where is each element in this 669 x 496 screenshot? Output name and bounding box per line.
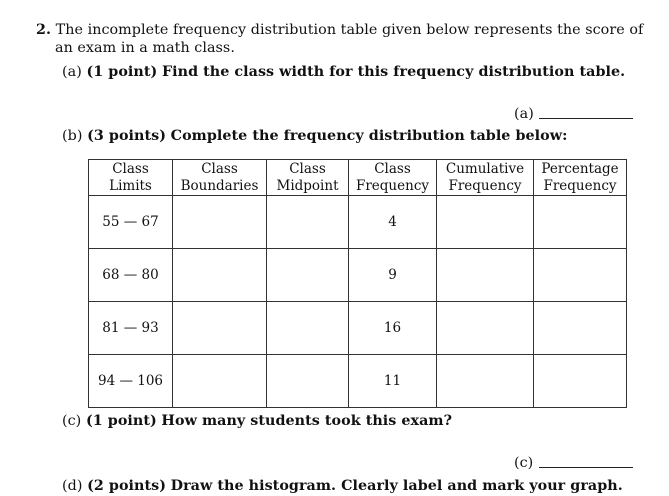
part-c-label: (c) [62, 413, 82, 429]
cell-class-limits: 55 — 67 [89, 196, 173, 249]
question-number: 2. [36, 22, 52, 38]
cell-percentage-frequency[interactable] [534, 196, 627, 249]
part-a-points: (1 point) [86, 64, 158, 80]
frequency-distribution-table [88, 159, 627, 408]
cell-class-frequency: 4 [349, 196, 437, 249]
part-c-text: How many students took this exam? [161, 413, 453, 429]
part-a-text: Find the class width for this frequency distribution table. [161, 64, 626, 80]
part-b-text: Complete the frequency distribution table below: [170, 128, 568, 144]
part-c-points: (1 point) [85, 413, 157, 429]
header-cumulative-frequency: Cumulative Frequency [437, 160, 534, 196]
cell-class-midpoint[interactable] [267, 302, 349, 355]
cell-class-boundaries[interactable] [173, 302, 267, 355]
header-percentage-frequency: Percentage Frequency [534, 160, 627, 196]
cell-cumulative-frequency[interactable] [437, 355, 534, 408]
question-prompt-line1 [36, 22, 643, 38]
cell-class-boundaries[interactable] [173, 196, 267, 249]
cell-class-limits: 68 — 80 [89, 249, 173, 302]
part-d-text: Draw the histogram. Clearly label and mark your graph. [170, 478, 623, 494]
cell-class-frequency: 9 [349, 249, 437, 302]
part-c-answer-line[interactable] [539, 467, 633, 468]
part-d-points: (2 points) [87, 478, 167, 494]
table-row [89, 355, 627, 408]
cell-class-midpoint[interactable] [267, 196, 349, 249]
part-a-answer-label: (a) [514, 106, 534, 122]
table-row [89, 249, 627, 302]
cell-class-limits: 94 — 106 [89, 355, 173, 408]
cell-class-midpoint[interactable] [267, 249, 349, 302]
part-a-answer-line[interactable] [539, 118, 633, 119]
part-a [62, 64, 625, 80]
header-class-boundaries: Class Boundaries [173, 160, 267, 196]
table-row [89, 196, 627, 249]
part-a-label: (a) [62, 64, 82, 80]
cell-percentage-frequency[interactable] [534, 355, 627, 408]
cell-cumulative-frequency[interactable] [437, 196, 534, 249]
part-d [62, 478, 623, 494]
cell-class-frequency: 11 [349, 355, 437, 408]
cell-class-boundaries[interactable] [173, 249, 267, 302]
part-b-label: (b) [62, 128, 83, 144]
question-text-line1: The incomplete frequency distribution table given below represents the score of [55, 22, 644, 38]
part-d-label: (d) [62, 478, 83, 494]
cell-class-boundaries[interactable] [173, 355, 267, 408]
table-header-row [89, 160, 627, 196]
cell-cumulative-frequency[interactable] [437, 302, 534, 355]
part-c-answer-label: (c) [514, 455, 534, 471]
cell-class-limits: 81 — 93 [89, 302, 173, 355]
cell-cumulative-frequency[interactable] [437, 249, 534, 302]
question-prompt-line2: an exam in a math class. [55, 40, 235, 56]
header-class-limits: Class Limits [89, 160, 173, 196]
cell-percentage-frequency[interactable] [534, 249, 627, 302]
cell-class-frequency: 16 [349, 302, 437, 355]
header-class-frequency: Class Frequency [349, 160, 437, 196]
cell-percentage-frequency[interactable] [534, 302, 627, 355]
cell-class-midpoint[interactable] [267, 355, 349, 408]
part-c [62, 413, 452, 429]
table-row [89, 302, 627, 355]
part-b [62, 128, 567, 144]
part-b-points: (3 points) [87, 128, 167, 144]
header-class-midpoint: Class Midpoint [267, 160, 349, 196]
